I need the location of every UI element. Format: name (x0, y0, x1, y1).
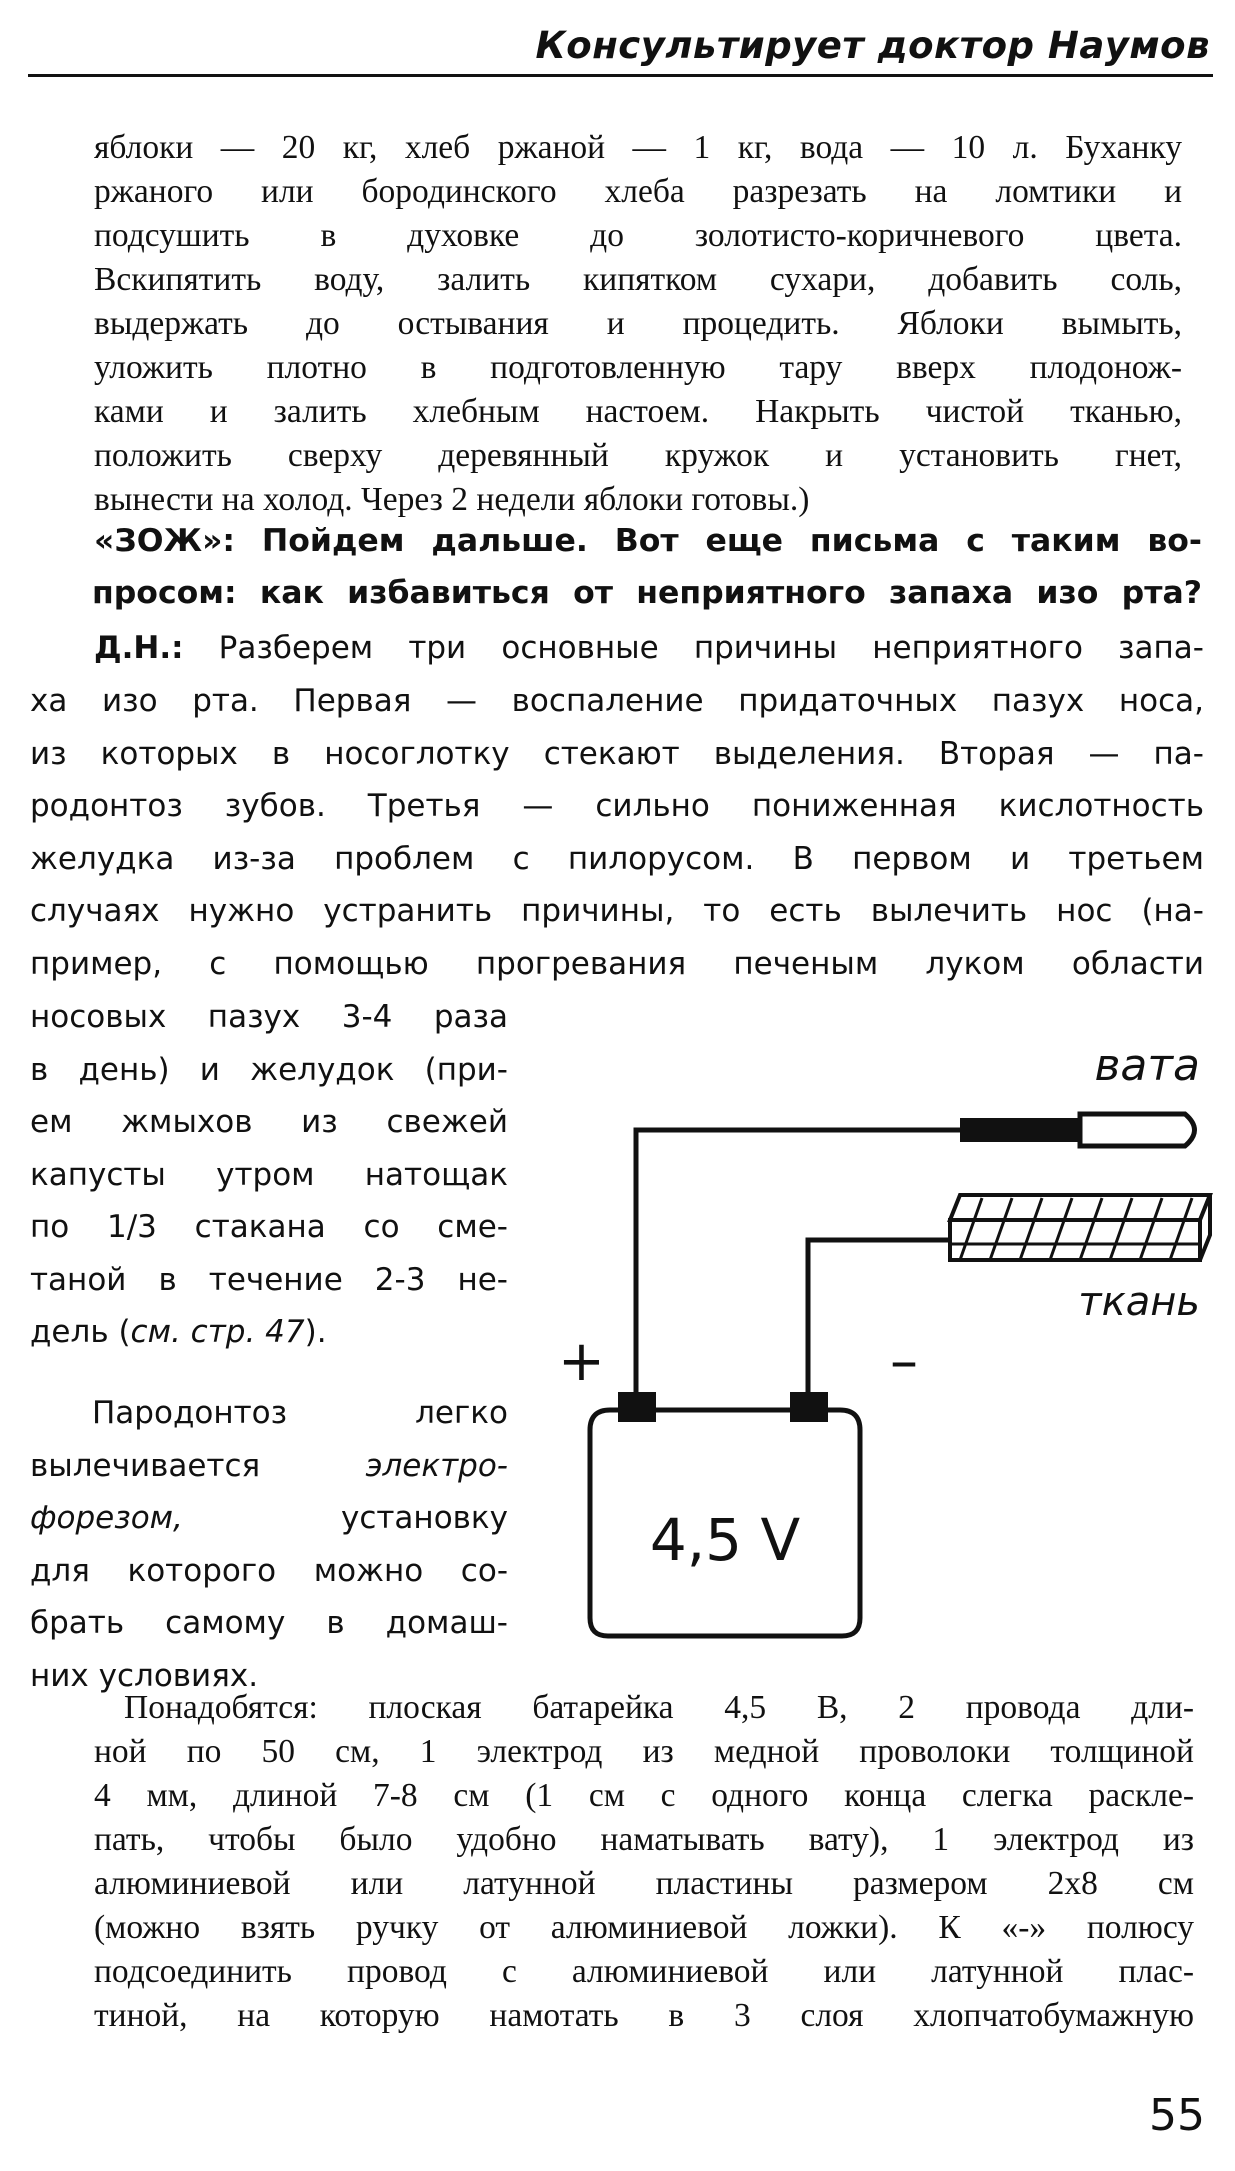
text-line: выдержать до остывания и процедить. Яблоки вымыть, (94, 305, 1182, 342)
text-line: случаях нужно устранить причины, то есть вылечить нос (на- (30, 893, 1204, 929)
text-line: Вскипятить воду, залить кипятком сухари, добавить соль, (94, 261, 1182, 298)
periodontosis-paragraph (30, 1387, 508, 1702)
battery-voltage-label: 4,5 V (649, 1506, 801, 1574)
text-line: пример, с помощью прогревания печеным луком области (30, 945, 1204, 982)
text-line: ем жмыхов из свежей (30, 1104, 508, 1140)
page-number: 55 (1149, 2090, 1205, 2141)
text-line: ха изо рта. Первая — воспаление придаточных пазух носа, (30, 683, 1204, 719)
text-line: подсоединить провод с алюминиевой или латунной плас- (94, 1953, 1194, 1990)
text-line: брать самому в домаш- (30, 1605, 508, 1641)
text-line: вынести на холод. Через 2 недели яблоки готовы.) (94, 481, 810, 518)
question-paragraph (94, 515, 1202, 619)
text-line: носовых пазух 3-4 раза (30, 999, 508, 1035)
text-line: яблоки — 20 кг, хлеб ржаной — 1 кг, вода — 10 л. Буханку (94, 129, 1182, 166)
text-line: родонтоз зубов. Третья — сильно пониженная кислотность (30, 788, 1204, 824)
question-line: просом: как избавиться от неприятного запаха изо рта? (92, 575, 1202, 611)
text-line (94, 622, 1204, 675)
speaker-label: Д.Н.: (94, 630, 184, 666)
text-line: форезом, установку (30, 1500, 508, 1536)
minus-sign: – (890, 1329, 918, 1394)
text-line: ной по 50 см, 1 электрод из медной проволоки толщиной (94, 1733, 1194, 1770)
text-line: желудка из-за проблем с пилорусом. В первом и третьем (30, 840, 1204, 877)
cloth-pad-icon (950, 1195, 1210, 1260)
text-line: по 1/3 стакана со сме- (30, 1209, 508, 1245)
text-line: (можно взять ручку от алюминиевой ложки). К «-» полюсу (94, 1909, 1194, 1946)
instructions-paragraph (94, 1686, 1194, 2038)
header-rule (28, 74, 1213, 77)
page-reference: см. стр. 47 (130, 1314, 305, 1350)
negative-terminal (790, 1392, 828, 1422)
cloth-label: ткань (1078, 1279, 1200, 1325)
text-line: вылечивается электро- (30, 1447, 508, 1484)
answer-paragraph (94, 622, 1204, 675)
text-line: для которого можно со- (30, 1552, 508, 1589)
cotton-wrap-icon (1080, 1114, 1195, 1146)
copper-electrode (960, 1118, 1080, 1142)
running-header: Консультирует доктор Наумов (535, 24, 1210, 67)
text-line-rest: Разберем три основные причины неприятного запа- (183, 630, 1204, 666)
positive-terminal (618, 1392, 656, 1422)
answer-continued (30, 675, 1204, 990)
wire-negative (808, 1240, 950, 1400)
text-line: Пародонтоз легко (92, 1395, 508, 1431)
text-line: алюминиевой или латунной пластины размером 2х8 см (94, 1865, 1194, 1902)
text-line: капусты утром натощак (30, 1156, 508, 1193)
electrophoresis-diagram (520, 1030, 1220, 1650)
text-line: 4 мм, длиной 7-8 см (1 см с одного конца слегка раскле- (94, 1777, 1194, 1814)
text-line: положить сверху деревянный кружок и установить гнет, (94, 437, 1182, 474)
text-line: тиной, на которую намотать в 3 слоя хлопчатобумажную (94, 1997, 1194, 2034)
plus-sign: + (558, 1329, 605, 1394)
text-line: подсушить в духовке до золотисто-коричневого цвета. (94, 217, 1182, 254)
text-line: таной в течение 2-3 не- (30, 1261, 508, 1298)
text-line: в день) и желудок (при- (30, 1051, 508, 1088)
text-line: пать, чтобы было удобно наматывать вату), 1 электрод из (94, 1821, 1194, 1858)
question-line: «ЗОЖ»: Пойдем дальше. Вот еще письма с таким во- (94, 523, 1202, 559)
text-line: них условиях. (30, 1657, 259, 1694)
text-line: дель (см. стр. 47). (30, 1314, 327, 1350)
text-line: ржаного или бородинского хлеба разрезать на ломтики и (94, 173, 1182, 210)
recipe-paragraph (94, 126, 1182, 522)
cotton-label: вата (1094, 1040, 1200, 1091)
text-line: ками и залить хлебным настоем. Накрыть чистой тканью, (94, 393, 1182, 430)
text-line: Понадобятся: плоская батарейка 4,5 В, 2 провода дли- (124, 1689, 1194, 1726)
text-line: из которых в носоглотку стекают выделения. Вторая — па- (30, 735, 1204, 772)
method-name: электро- (365, 1447, 508, 1484)
text-line: уложить плотно в подготовленную тару вверх плодонож- (94, 349, 1182, 386)
answer-narrow-column (30, 991, 508, 1359)
